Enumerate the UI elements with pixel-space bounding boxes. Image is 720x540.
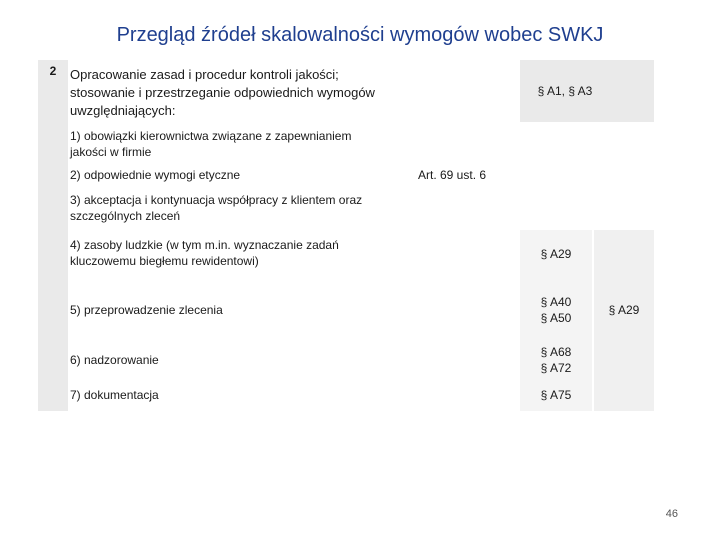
ref-art: Art. 69 ust. 6 bbox=[418, 168, 487, 182]
section-heading: Opracowanie zasad i procedur kontroli jakości; stosowanie i przestrzeganie odpowiednich wymogów uwzględniających: bbox=[70, 67, 375, 118]
list-item: 7) dokumentacja bbox=[70, 388, 159, 402]
list-item: 3) akceptacja i kontynuacja współpracy z klientem oraz szczególnych zleceń bbox=[70, 193, 363, 223]
ref-cell: § A75 bbox=[540, 388, 572, 402]
ref-cell-secondary: § A29 bbox=[608, 303, 640, 317]
right-band-ref2 bbox=[594, 230, 654, 411]
list-item: 6) nadzorowanie bbox=[70, 353, 159, 367]
slide-title: Przegląd źródeł skalowalności wymogów wobec SWKJ bbox=[116, 24, 604, 46]
ref-cell: § A40 § A50 bbox=[540, 295, 572, 325]
left-band bbox=[38, 60, 68, 411]
list-item: 4) zasoby ludzkie (w tym m.in. wyznaczanie zadań kluczowemu biegłemu rewidentowi) bbox=[70, 238, 339, 268]
list-item: 2) odpowiednie wymogi etyczne bbox=[70, 168, 241, 182]
list-item: 1) obowiązki kierownictwa związane z zapewnianiem jakości w firmie bbox=[70, 129, 352, 159]
page-number: 46 bbox=[665, 508, 678, 520]
ref-cell: § A68 § A72 bbox=[540, 345, 572, 375]
list-item: 5) przeprowadzenie zlecenia bbox=[70, 303, 223, 317]
section-heading-ref: § A1, § A3 bbox=[537, 84, 593, 98]
section-number: 2 bbox=[49, 64, 57, 78]
ref-cell: § A29 bbox=[540, 247, 572, 261]
